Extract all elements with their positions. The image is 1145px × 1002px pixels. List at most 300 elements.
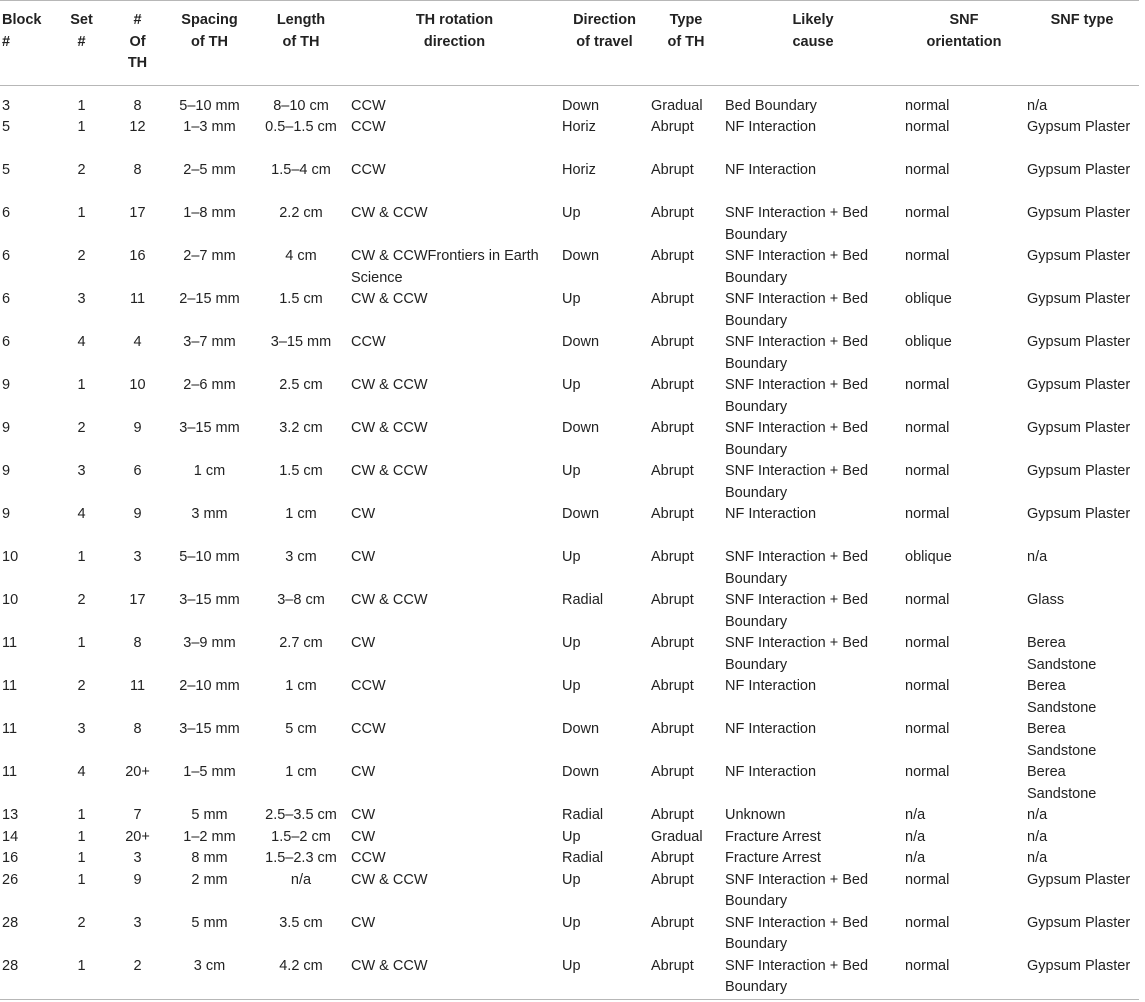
cell-block: 5 — [2, 162, 11, 178]
column-header-line: Direction — [573, 12, 636, 28]
cell-snf-type: Gypsum Plaster — [1027, 463, 1131, 479]
cell-snf-type: n/a — [1027, 97, 1048, 114]
cell-snf-orientation: oblique — [905, 291, 952, 307]
column-header-direction — [560, 1, 649, 86]
cell-block: 6 — [2, 334, 11, 350]
cell-count: 6 — [133, 463, 142, 479]
cell-rotation: CW & CCW — [351, 871, 428, 888]
cell-rotation: CW & CCW — [351, 420, 428, 436]
cell-snf-orientation: normal — [905, 721, 950, 737]
table-row — [0, 203, 1139, 246]
cell-block: 11 — [2, 764, 18, 780]
cell-direction: Horiz — [562, 119, 596, 135]
cell-rotation: CCW — [351, 119, 386, 135]
cell-block: 28 — [2, 914, 19, 931]
cell-snf-type: Gypsum Plaster — [1027, 377, 1131, 393]
cell-snf-type: n/a — [1027, 807, 1048, 823]
cell-snf-orientation: normal — [905, 205, 950, 221]
cell-direction: Up — [562, 871, 581, 888]
cell-type: Abrupt — [651, 506, 694, 522]
table-row — [0, 590, 1139, 633]
cell-snf-type: Berea Sandstone — [1027, 678, 1097, 716]
cell-set: 1 — [77, 957, 86, 974]
cell-direction: Horiz — [562, 162, 596, 178]
cell-spacing: 3 mm — [191, 506, 228, 522]
column-header-line: of TH — [282, 33, 320, 50]
cell-snf-type: Gypsum Plaster — [1027, 914, 1131, 931]
table-row — [0, 633, 1139, 676]
column-header-line: of TH — [190, 33, 229, 50]
table-row — [0, 762, 1139, 805]
cell-set: 4 — [77, 506, 86, 522]
cell-length: 2.5–3.5 cm — [265, 807, 337, 823]
cell-spacing: 3–7 mm — [183, 334, 236, 350]
cell-type: Gradual — [651, 97, 703, 114]
cell-snf-type: Gypsum Plaster — [1027, 119, 1131, 135]
cell-snf-type: Berea Sandstone — [1027, 635, 1097, 673]
cell-count: 8 — [133, 635, 142, 651]
cell-set: 2 — [77, 248, 86, 264]
cell-snf-type: n/a — [1027, 549, 1048, 565]
cell-type: Abrupt — [651, 463, 694, 479]
table-row — [0, 827, 1139, 849]
cell-cause: SNF Interaction + Bed Boundary — [725, 463, 869, 501]
cell-block: 9 — [2, 420, 11, 436]
cell-direction: Down — [562, 420, 600, 436]
table-body — [0, 85, 1139, 999]
column-header-cause — [723, 1, 903, 86]
cell-length: 1 cm — [285, 506, 317, 522]
cell-rotation: CW — [351, 764, 376, 780]
cell-set: 1 — [77, 828, 86, 845]
cell-snf-type: n/a — [1027, 828, 1048, 845]
cell-spacing: 3 cm — [193, 957, 226, 974]
column-header-line: Of — [129, 33, 146, 50]
cell-length: 1.5 cm — [279, 291, 323, 307]
cell-spacing: 1–2 mm — [183, 828, 236, 845]
cell-block: 6 — [2, 291, 11, 307]
cell-length: 4.2 cm — [279, 957, 323, 974]
table-row — [0, 375, 1139, 418]
cell-length: 5 cm — [285, 721, 317, 737]
column-header-block — [0, 1, 54, 86]
cell-spacing: 3–15 mm — [179, 592, 240, 608]
cell-cause: SNF Interaction + Bed Boundary — [725, 871, 869, 909]
cell-length: 3–15 mm — [270, 334, 332, 350]
cell-count: 16 — [129, 248, 146, 264]
cell-spacing: 3–9 mm — [183, 635, 236, 651]
cell-count: 3 — [133, 549, 142, 565]
cell-count: 11 — [129, 678, 146, 694]
cell-snf-orientation: normal — [905, 119, 950, 135]
cell-block: 11 — [2, 635, 18, 651]
cell-cause: SNF Interaction + Bed Boundary — [725, 377, 869, 415]
cell-snf-orientation: normal — [905, 871, 950, 888]
table-row — [0, 160, 1139, 203]
cell-length: 2.5 cm — [279, 377, 323, 393]
cell-direction: Down — [562, 506, 600, 522]
column-header-line: direction — [423, 33, 486, 50]
cell-block: 9 — [2, 377, 11, 393]
cell-snf-type: Gypsum Plaster — [1027, 291, 1131, 307]
cell-rotation: CCW — [351, 721, 386, 737]
cell-count: 3 — [133, 914, 142, 931]
column-header-line: of TH — [667, 33, 705, 50]
cell-cause: SNF Interaction + Bed Boundary — [725, 635, 869, 673]
cell-block: 5 — [2, 119, 11, 135]
cell-rotation: CCW — [351, 678, 386, 694]
cell-set: 1 — [77, 549, 86, 565]
cell-count: 4 — [133, 334, 142, 350]
cell-block: 3 — [2, 97, 11, 114]
cell-type: Abrupt — [651, 119, 694, 135]
table-row — [0, 418, 1139, 461]
cell-type: Abrupt — [651, 914, 694, 931]
cell-block: 6 — [2, 205, 11, 221]
cell-count: 11 — [129, 291, 146, 307]
cell-count: 17 — [129, 592, 146, 608]
cell-direction: Up — [562, 205, 581, 221]
column-header-line: # — [77, 33, 86, 50]
column-header-count — [109, 1, 166, 86]
cell-snf-orientation: normal — [905, 914, 950, 931]
cell-set: 1 — [77, 807, 86, 823]
cell-direction: Radial — [562, 850, 604, 866]
cell-cause: SNF Interaction + Bed Boundary — [725, 420, 869, 458]
cell-spacing: 2–15 mm — [179, 291, 240, 307]
cell-direction: Up — [562, 828, 581, 845]
cell-type: Abrupt — [651, 850, 694, 866]
cell-snf-type: Gypsum Plaster — [1027, 957, 1131, 974]
cell-snf-orientation: normal — [905, 506, 950, 522]
cell-count: 7 — [133, 807, 142, 823]
cell-set: 1 — [77, 635, 86, 651]
column-header-spacing — [166, 1, 253, 86]
cell-spacing: 1–3 mm — [183, 119, 236, 135]
cell-spacing: 2–5 mm — [183, 162, 236, 178]
table-row — [0, 956, 1139, 1000]
column-header-line: Type — [669, 12, 703, 28]
cell-set: 1 — [77, 97, 86, 114]
cell-rotation: CW & CCW — [351, 205, 428, 221]
column-header-length — [253, 1, 349, 86]
cell-length: 0.5–1.5 cm — [265, 119, 337, 135]
cell-direction: Radial — [562, 592, 604, 608]
cell-block: 10 — [2, 592, 19, 608]
table-row — [0, 848, 1139, 870]
cell-spacing: 8 mm — [191, 850, 228, 866]
cell-rotation: CW — [351, 828, 376, 845]
cell-spacing: 5–10 mm — [179, 549, 240, 565]
cell-type: Gradual — [651, 828, 703, 845]
cell-count: 9 — [133, 506, 142, 522]
cell-count: 12 — [129, 119, 146, 135]
cell-snf-type: n/a — [1027, 850, 1048, 866]
cell-spacing: 2 mm — [191, 871, 228, 888]
cell-snf-orientation: oblique — [905, 334, 952, 350]
cell-set: 4 — [77, 764, 86, 780]
cell-set: 3 — [77, 463, 86, 479]
column-header-line: orientation — [926, 33, 1002, 50]
cell-direction: Down — [562, 334, 600, 350]
column-header-line: Length — [276, 12, 326, 28]
cell-block: 11 — [2, 721, 18, 737]
cell-direction: Up — [562, 635, 581, 651]
cell-cause: SNF Interaction + Bed Boundary — [725, 957, 869, 995]
table-row — [0, 676, 1139, 719]
column-header-line: of travel — [576, 33, 633, 50]
cell-snf-orientation: normal — [905, 248, 950, 264]
cell-cause: SNF Interaction + Bed Boundary — [725, 205, 869, 243]
cell-count: 8 — [133, 721, 142, 737]
cell-direction: Down — [562, 764, 600, 780]
cell-rotation: CW & CCWFrontiers in Earth Science — [351, 248, 539, 286]
table-row — [0, 504, 1139, 547]
cell-snf-type: Gypsum Plaster — [1027, 248, 1131, 264]
cell-type: Abrupt — [651, 807, 694, 823]
column-header-snf-orientation — [903, 1, 1025, 86]
cell-spacing: 2–10 mm — [179, 678, 240, 694]
column-header-line: TH rotation — [415, 12, 494, 28]
cell-snf-orientation: normal — [905, 420, 950, 436]
table-row — [0, 85, 1139, 117]
table-row — [0, 246, 1139, 289]
cell-type: Abrupt — [651, 721, 694, 737]
cell-cause: NF Interaction — [725, 119, 817, 135]
cell-block: 14 — [2, 828, 19, 845]
cell-type: Abrupt — [651, 420, 694, 436]
cell-type: Abrupt — [651, 592, 694, 608]
cell-count: 8 — [133, 162, 142, 178]
cell-length: 1.5–2 cm — [271, 828, 331, 845]
cell-set: 2 — [77, 914, 86, 931]
cell-length: n/a — [290, 871, 312, 888]
cell-snf-orientation: normal — [905, 635, 950, 651]
cell-type: Abrupt — [651, 957, 694, 974]
table-row — [0, 332, 1139, 375]
column-header-line: # — [2, 33, 11, 50]
column-header-line: Set — [70, 12, 93, 28]
cell-rotation: CW & CCW — [351, 377, 428, 393]
column-header-line: SNF — [949, 12, 979, 28]
cell-snf-orientation: normal — [905, 463, 950, 479]
cell-block: 13 — [2, 807, 19, 823]
cell-snf-orientation: oblique — [905, 549, 952, 565]
cell-cause: Unknown — [725, 807, 786, 823]
column-header-rotation — [349, 1, 560, 86]
cell-snf-orientation: normal — [905, 678, 950, 694]
cell-count: 9 — [133, 871, 142, 888]
cell-snf-type: Gypsum Plaster — [1027, 420, 1131, 436]
cell-snf-type: Gypsum Plaster — [1027, 205, 1131, 221]
cell-set: 2 — [77, 420, 86, 436]
cell-count: 17 — [129, 205, 146, 221]
cell-direction: Up — [562, 957, 581, 974]
column-header-line: TH — [127, 55, 148, 71]
cell-spacing: 5–10 mm — [179, 97, 240, 114]
cell-set: 2 — [77, 678, 86, 694]
cell-block: 9 — [2, 506, 11, 522]
cell-type: Abrupt — [651, 871, 694, 888]
column-header-snf-type — [1025, 1, 1139, 86]
cell-rotation: CCW — [351, 97, 386, 114]
table-row — [0, 461, 1139, 504]
cell-snf-type: Glass — [1027, 592, 1065, 608]
cell-type: Abrupt — [651, 205, 694, 221]
cell-set: 1 — [77, 119, 86, 135]
column-header-line: Likely — [792, 12, 834, 28]
cell-set: 1 — [77, 850, 86, 866]
cell-cause: Fracture Arrest — [725, 828, 821, 845]
cell-snf-type: Berea Sandstone — [1027, 764, 1097, 802]
cell-snf-orientation: normal — [905, 592, 950, 608]
table-row — [0, 117, 1139, 160]
cell-spacing: 1 cm — [193, 463, 226, 479]
cell-count: 2 — [133, 957, 142, 974]
cell-snf-orientation: normal — [905, 957, 950, 974]
cell-length: 4 cm — [285, 248, 317, 264]
cell-spacing: 1–8 mm — [183, 205, 236, 221]
cell-length: 8–10 cm — [273, 97, 329, 114]
cell-set: 2 — [77, 162, 86, 178]
cell-length: 2.2 cm — [279, 205, 323, 221]
column-header-type — [649, 1, 723, 86]
cell-type: Abrupt — [651, 291, 694, 307]
cell-set: 3 — [77, 721, 86, 737]
cell-snf-orientation: normal — [905, 377, 950, 393]
cell-snf-orientation: n/a — [905, 828, 926, 845]
cell-snf-orientation: normal — [905, 764, 950, 780]
cell-snf-type: Gypsum Plaster — [1027, 162, 1131, 178]
cell-rotation: CCW — [351, 850, 386, 866]
cell-count: 20+ — [125, 828, 150, 845]
cell-snf-type: Gypsum Plaster — [1027, 506, 1131, 522]
cell-direction: Up — [562, 914, 581, 931]
cell-length: 2.7 cm — [279, 635, 323, 651]
table-row — [0, 719, 1139, 762]
cell-cause: SNF Interaction + Bed Boundary — [725, 914, 869, 952]
cell-block: 26 — [2, 871, 19, 888]
column-header-line: Spacing — [181, 12, 238, 28]
cell-cause: SNF Interaction + Bed Boundary — [725, 592, 869, 630]
cell-rotation: CW & CCW — [351, 957, 428, 974]
cell-snf-orientation: n/a — [905, 807, 926, 823]
cell-length: 1.5 cm — [279, 463, 323, 479]
cell-spacing: 5 mm — [191, 807, 228, 823]
cell-type: Abrupt — [651, 549, 694, 565]
cell-snf-orientation: normal — [905, 162, 950, 178]
cell-snf-orientation: n/a — [905, 850, 926, 866]
cell-set: 3 — [77, 291, 86, 307]
cell-type: Abrupt — [651, 764, 694, 780]
cell-cause: SNF Interaction + Bed Boundary — [725, 291, 869, 329]
cell-type: Abrupt — [651, 678, 694, 694]
cell-type: Abrupt — [651, 248, 694, 264]
cell-length: 3.5 cm — [279, 914, 323, 931]
cell-rotation: CW — [351, 807, 376, 823]
cell-rotation: CW & CCW — [351, 463, 428, 479]
column-header-set — [54, 1, 109, 86]
cell-block: 6 — [2, 248, 11, 264]
cell-direction: Down — [562, 721, 600, 737]
cell-cause: Bed Boundary — [725, 97, 817, 114]
cell-direction: Up — [562, 463, 581, 479]
cell-snf-type: Gypsum Plaster — [1027, 334, 1131, 350]
cell-spacing: 2–7 mm — [183, 248, 236, 264]
table-row — [0, 289, 1139, 332]
cell-direction: Radial — [562, 807, 604, 823]
cell-type: Abrupt — [651, 162, 694, 178]
cell-length: 3 cm — [285, 549, 317, 565]
cell-rotation: CCW — [351, 334, 386, 350]
table-row — [0, 805, 1139, 827]
cell-rotation: CW — [351, 549, 376, 565]
header-row — [0, 1, 1139, 86]
cell-count: 8 — [133, 97, 142, 114]
cell-spacing: 3–15 mm — [179, 721, 240, 737]
cell-direction: Up — [562, 377, 581, 393]
cell-set: 1 — [77, 205, 86, 221]
cell-direction: Up — [562, 291, 581, 307]
cell-cause: SNF Interaction + Bed Boundary — [725, 248, 869, 286]
cell-spacing: 2–6 mm — [183, 377, 236, 393]
cell-length: 1 cm — [285, 764, 317, 780]
cell-block: 10 — [2, 549, 19, 565]
table-header — [0, 1, 1139, 86]
cell-block: 28 — [2, 957, 19, 974]
cell-direction: Down — [562, 97, 600, 114]
cell-block: 9 — [2, 463, 11, 479]
cell-count: 20+ — [125, 764, 150, 780]
cell-direction: Down — [562, 248, 600, 264]
cell-cause: SNF Interaction + Bed Boundary — [725, 549, 869, 587]
cell-snf-orientation: normal — [905, 97, 950, 114]
cell-cause: NF Interaction — [725, 764, 817, 780]
cell-set: 4 — [77, 334, 86, 350]
cell-count: 9 — [133, 420, 142, 436]
cell-set: 2 — [77, 592, 86, 608]
cell-length: 1.5–4 cm — [271, 162, 331, 178]
cell-direction: Up — [562, 549, 581, 565]
cell-set: 1 — [77, 377, 86, 393]
cell-spacing: 1–5 mm — [183, 764, 236, 780]
cell-rotation: CW — [351, 914, 376, 931]
cell-type: Abrupt — [651, 377, 694, 393]
cell-length: 1 cm — [285, 678, 317, 694]
cell-cause: NF Interaction — [725, 678, 817, 694]
column-header-line: Block — [2, 12, 42, 28]
cell-snf-type: Gypsum Plaster — [1027, 871, 1131, 888]
cell-cause: NF Interaction — [725, 721, 817, 737]
cell-cause: SNF Interaction + Bed Boundary — [725, 334, 869, 372]
column-header-line: SNF type — [1050, 12, 1114, 28]
table-row — [0, 547, 1139, 590]
cell-count: 3 — [133, 850, 142, 866]
cell-type: Abrupt — [651, 334, 694, 350]
column-header-line: cause — [792, 33, 834, 50]
table-row — [0, 913, 1139, 956]
cell-spacing: 3–15 mm — [179, 420, 240, 436]
cell-length: 3.2 cm — [279, 420, 323, 436]
cell-rotation: CW & CCW — [351, 291, 428, 307]
cell-spacing: 5 mm — [191, 914, 228, 931]
table-row — [0, 870, 1139, 913]
cell-block: 16 — [2, 850, 19, 866]
cell-rotation: CW & CCW — [351, 592, 428, 608]
cell-length: 3–8 cm — [277, 592, 325, 608]
cell-rotation: CW — [351, 506, 376, 522]
cell-count: 10 — [129, 377, 146, 393]
